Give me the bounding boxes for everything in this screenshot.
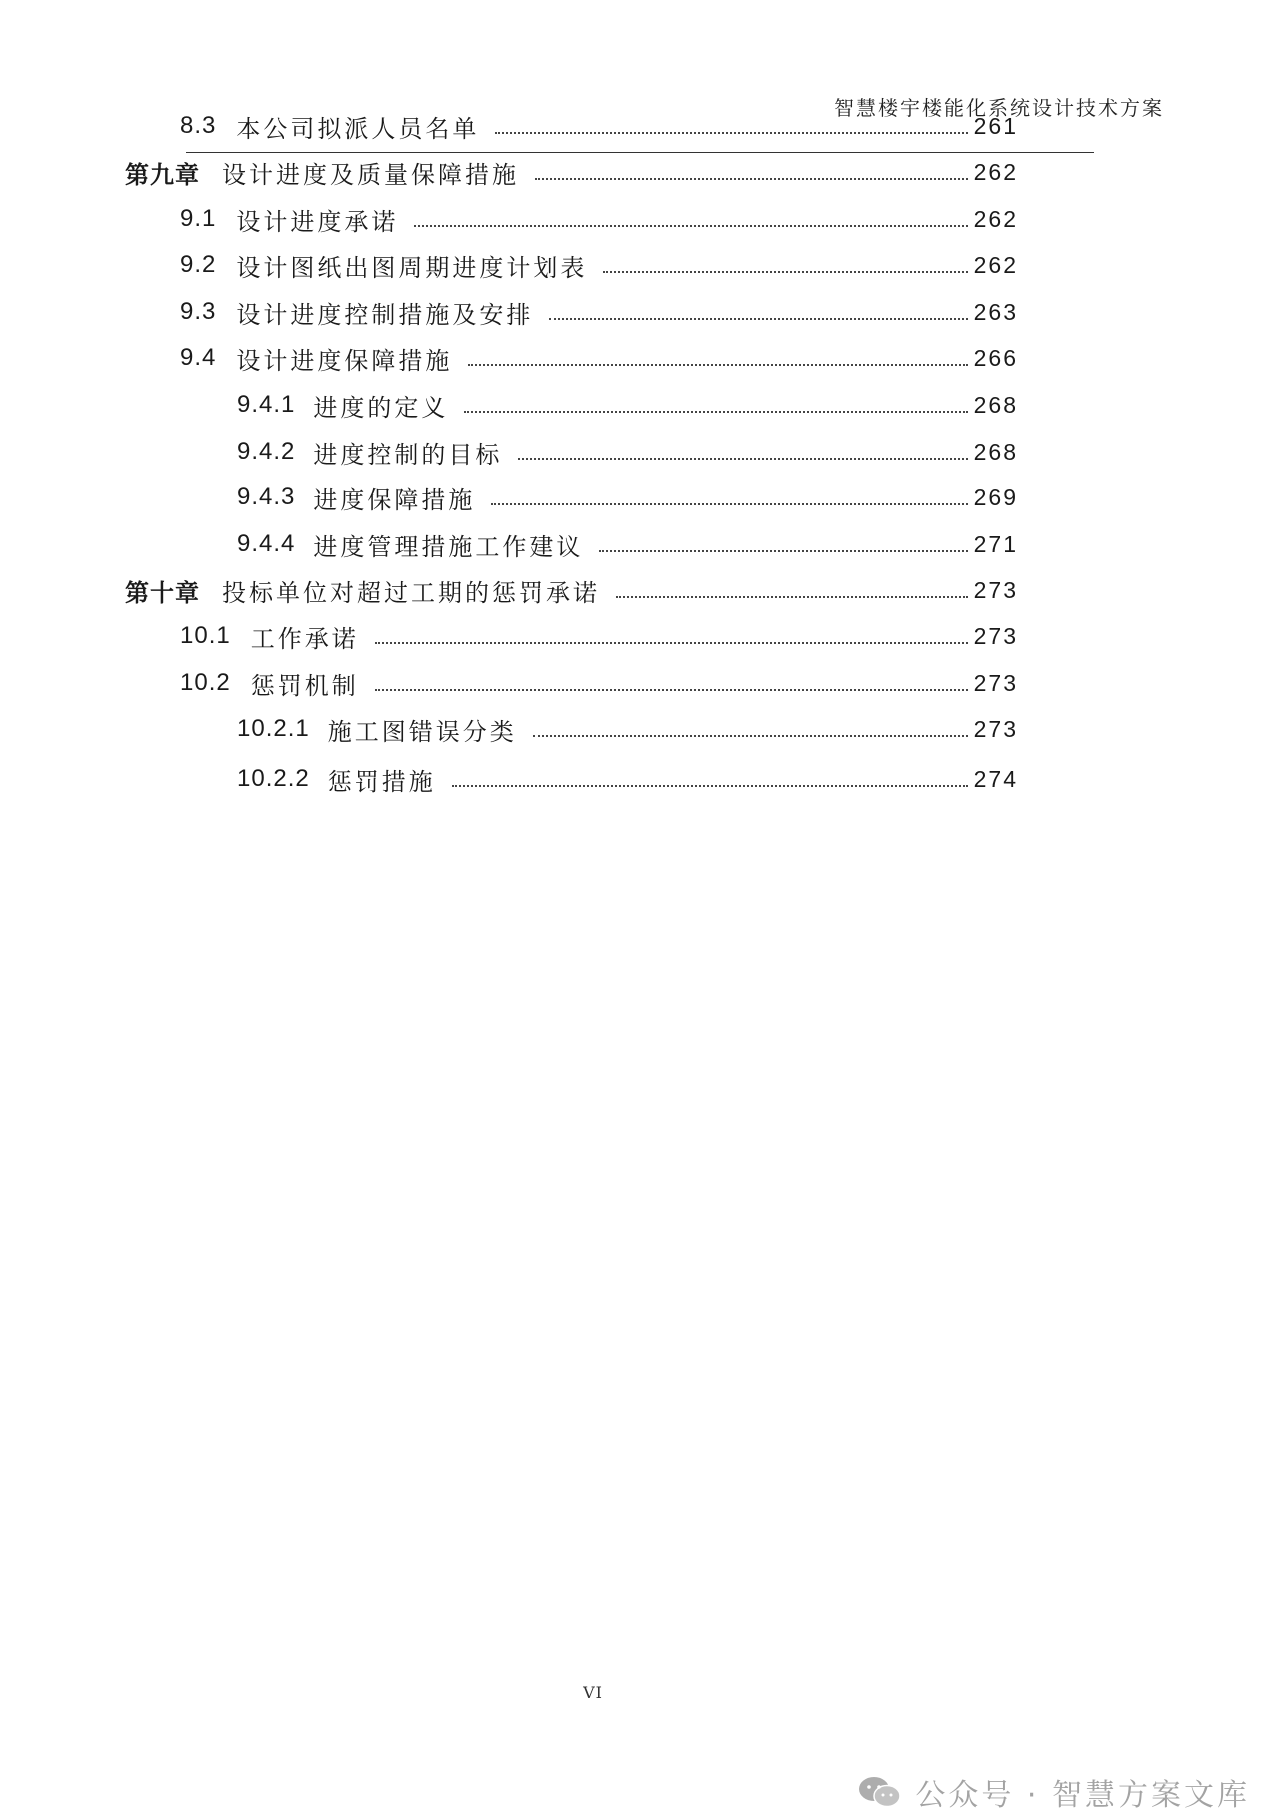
toc-entry-page: 266 bbox=[973, 344, 1018, 371]
toc-entry-title: 施工图错误分类 bbox=[327, 717, 517, 746]
toc-entry-page: 271 bbox=[973, 530, 1018, 557]
toc-entry-number: 9.4.2 bbox=[237, 438, 296, 465]
toc-entry-page: 273 bbox=[973, 715, 1018, 742]
toc-entry[interactable] bbox=[0, 709, 1280, 749]
watermark bbox=[857, 1770, 1250, 1814]
toc-entry-number: 10.2.2 bbox=[237, 765, 310, 792]
toc-dot-leader bbox=[495, 132, 967, 134]
toc-entry-number: 9.4.3 bbox=[237, 483, 296, 510]
toc-entry-title: 设计图纸出图周期进度计划表 bbox=[236, 253, 588, 282]
toc-dot-leader bbox=[549, 318, 967, 320]
toc-dot-leader bbox=[375, 689, 968, 691]
toc-entry-number: 8.3 bbox=[180, 112, 217, 139]
toc-entry-page: 268 bbox=[973, 391, 1018, 418]
toc-entry-title: 设计进度控制措施及安排 bbox=[236, 300, 534, 329]
toc-entry-number: 9.3 bbox=[180, 298, 217, 325]
toc-dot-leader bbox=[464, 411, 967, 413]
toc-dot-leader bbox=[452, 785, 968, 787]
toc-entry-page: 273 bbox=[973, 622, 1018, 649]
toc-dot-leader bbox=[491, 503, 967, 505]
toc-entry-page: 274 bbox=[973, 765, 1018, 792]
toc-dot-leader bbox=[535, 178, 968, 180]
toc-entry-title: 进度的定义 bbox=[313, 393, 449, 422]
toc-entry-number: 10.2 bbox=[180, 669, 231, 696]
toc-entry-title: 投标单位对超过工期的惩罚承诺 bbox=[222, 578, 600, 607]
toc-entry[interactable] bbox=[0, 616, 1280, 656]
toc-entry-title: 进度保障措施 bbox=[313, 485, 476, 514]
toc-entry[interactable] bbox=[0, 152, 1280, 192]
toc-entry[interactable] bbox=[0, 292, 1280, 332]
toc-entry-page: 268 bbox=[973, 438, 1018, 465]
toc-entry[interactable] bbox=[0, 385, 1280, 425]
toc-entry-number: 9.4.4 bbox=[237, 530, 296, 557]
toc-entry-number: 10.1 bbox=[180, 622, 231, 649]
toc-dot-leader bbox=[468, 364, 967, 366]
toc-entry[interactable] bbox=[0, 759, 1280, 799]
toc-entry-page: 262 bbox=[973, 158, 1018, 185]
toc-dot-leader bbox=[603, 271, 967, 273]
wechat-icon bbox=[857, 1775, 903, 1809]
toc-dot-leader bbox=[414, 225, 967, 227]
toc-entry-title: 设计进度承诺 bbox=[236, 207, 399, 236]
toc-entry[interactable] bbox=[0, 245, 1280, 285]
toc-entry-number: 9.4 bbox=[180, 344, 217, 371]
toc-entry[interactable] bbox=[0, 338, 1280, 378]
toc-entry[interactable] bbox=[0, 106, 1280, 146]
toc-entry-number: 9.1 bbox=[180, 205, 217, 232]
toc-entry-page: 262 bbox=[973, 205, 1018, 232]
toc-dot-leader bbox=[518, 458, 967, 460]
toc-entry-title: 惩罚措施 bbox=[327, 767, 436, 796]
toc-entry-number: 9.4.1 bbox=[237, 391, 296, 418]
toc-entry[interactable] bbox=[0, 477, 1280, 517]
toc-dot-leader bbox=[533, 735, 968, 737]
toc-entry-title: 惩罚机制 bbox=[250, 671, 359, 700]
toc-entry-number: 9.2 bbox=[180, 251, 217, 278]
toc-entry-title: 工作承诺 bbox=[250, 624, 359, 653]
toc-dot-leader bbox=[375, 642, 968, 644]
toc-entry-number: 10.2.1 bbox=[237, 715, 310, 742]
toc-dot-leader bbox=[599, 550, 967, 552]
toc-entry-title: 设计进度及质量保障措施 bbox=[222, 160, 519, 189]
toc-entry-page: 262 bbox=[973, 251, 1018, 278]
toc-entry-title: 进度控制的目标 bbox=[313, 440, 503, 469]
toc-entry-page: 269 bbox=[973, 483, 1018, 510]
toc-entry-page: 273 bbox=[973, 576, 1018, 603]
toc-entry-page: 273 bbox=[973, 669, 1018, 696]
toc-entry[interactable] bbox=[0, 663, 1280, 703]
watermark-text: 公众号 · 智慧方案文库 bbox=[915, 1778, 1250, 1813]
toc-entry-number: 第九章 bbox=[125, 161, 200, 189]
toc-dot-leader bbox=[616, 596, 968, 598]
toc-entry[interactable] bbox=[0, 524, 1280, 564]
toc-entry-number: 第十章 bbox=[125, 579, 200, 607]
toc-entry-title: 设计进度保障措施 bbox=[236, 346, 453, 375]
toc-entry[interactable] bbox=[0, 432, 1280, 472]
page-number: VI bbox=[583, 1683, 603, 1702]
toc-entry-page: 261 bbox=[973, 112, 1018, 139]
toc-entry-page: 263 bbox=[973, 298, 1018, 325]
toc-entry[interactable] bbox=[0, 570, 1280, 610]
document-header-title: 智慧楼宇楼能化系统设计技术方案 bbox=[834, 96, 1164, 120]
toc-entry[interactable] bbox=[0, 199, 1280, 239]
toc-entry-title: 本公司拟派人员名单 bbox=[236, 114, 480, 143]
toc-entry-title: 进度管理措施工作建议 bbox=[313, 532, 584, 561]
